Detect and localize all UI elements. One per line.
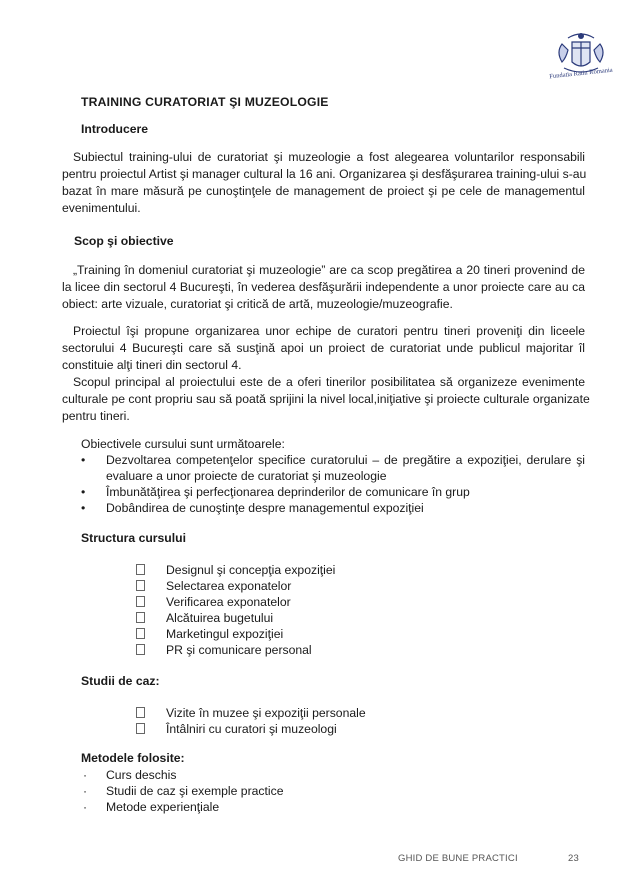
scope-p1-line-3: obiect: arte vizuale, curatoriat şi critică de artă, muzeologie/muzeografie.: [62, 297, 453, 311]
structure-list-item: [136, 610, 274, 626]
method-item: Curs deschis: [106, 768, 177, 782]
checkbox-icon: [136, 580, 145, 591]
scope-p1-line-2: la licee din sectorul 4 Bucureşti, în vederea desfăşurării independente a unor proiecte care au ca: [62, 280, 585, 294]
objectives-intro: Obiectivele cursului sunt următoarele:: [81, 437, 285, 451]
checkbox-icon: [136, 707, 145, 718]
structure-list-item: [136, 642, 312, 658]
structure-heading: Structura cursului: [81, 531, 186, 545]
case-study-item: [136, 705, 366, 721]
structure-list-item: [136, 578, 292, 594]
method-bullet: ·: [83, 800, 88, 814]
objective-bullet: •: [81, 501, 86, 515]
intro-line-2: pentru proiectul Artist şi manager cultural la 16 ani. Organizarea şi desfăşurarea training-ului s-au: [62, 167, 587, 181]
objective-item: Dezvoltarea competenţelor specifice curatorului – de pregătire a expoziţiei, derulare şi: [106, 453, 585, 467]
scope-p3-line-1: Scopul principal al proiectului este de a oferi tinerilor posibilitatea să organizeze evenimente: [73, 375, 585, 389]
scope-p2-line-2: sectorului 4 Bucureşti care să susţină apoi un proiect de curatoriat unde publicul majoritar îl: [62, 341, 585, 355]
method-bullet: ·: [83, 768, 88, 782]
page-title: TRAINING CURATORIAT ŞI MUZEOLOGIE: [81, 95, 329, 109]
objective-bullet: •: [81, 453, 86, 467]
logo-caption: Fundatia Ratiu Romania: [549, 66, 613, 81]
scope-p3-line-3: pentru tineri.: [62, 409, 130, 423]
objective-item: Dobândirea de cunoştinţe despre managementul expoziţiei: [106, 501, 424, 515]
intro-line-3: bazat în mare măsură pe cunoştinţele de management de proiect şi pe cele de managementul: [62, 184, 585, 198]
case-study-item: [136, 721, 337, 737]
structure-list-item: [136, 562, 336, 578]
checkbox-icon: [136, 628, 145, 639]
method-item: Metode experienţiale: [106, 800, 220, 814]
foundation-logo: [548, 28, 614, 84]
intro-heading: Introducere: [81, 122, 149, 136]
scope-p1-line-1: „Training în domeniul curatoriat şi muzeologie” are ca scop pregătirea a 20 tineri provenind de: [73, 263, 585, 277]
method-bullet: ·: [83, 784, 88, 798]
structure-list-item: [136, 626, 284, 642]
structure-item-label: PR şi comunicare personal: [166, 643, 312, 657]
intro-line-4: evenimentului.: [62, 201, 141, 215]
scope-p3-line-2: culturale pe cont propriu sau să poată sprijini la nivel local,iniţiative şi proiecte culturale organizate: [62, 392, 590, 406]
case-studies-heading: Studii de caz:: [81, 674, 160, 688]
case-study-label: Întâlniri cu curatori şi muzeologi: [166, 722, 337, 736]
structure-item-label: Verificarea exponatelor: [166, 595, 291, 609]
page-number: 23: [568, 853, 579, 864]
checkbox-icon: [136, 564, 145, 575]
checkbox-icon: [136, 612, 145, 623]
scope-p2-line-3: constituie alţi tineri din sectorul 4.: [62, 358, 242, 372]
scope-p2-line-1: Proiectul îşi propune organizarea unor echipe de curatori pentru tineri proveniţi din liceele: [73, 324, 585, 338]
objective-item-continuation: evaluare a unor proiecte de curatoriat şi muzeologie: [106, 469, 387, 483]
intro-line-1: Subiectul training-ului de curatoriat şi muzeologie a fost alegearea voluntarilor responsabili: [73, 150, 585, 164]
structure-item-label: Alcătuirea bugetului: [166, 611, 274, 625]
case-study-label: Vizite în muzee şi expoziţii personale: [166, 706, 366, 720]
structure-item-label: Marketingul expoziţiei: [166, 627, 284, 641]
methods-heading: Metodele folosite:: [81, 751, 185, 765]
structure-item-label: Selectarea exponatelor: [166, 579, 292, 593]
objective-item: Îmbunătăţirea şi perfecţionarea deprinderilor de comunicare în grup: [106, 485, 470, 499]
checkbox-icon: [136, 596, 145, 607]
objective-bullet: •: [81, 485, 86, 499]
scope-heading: Scop şi obiective: [74, 234, 174, 248]
structure-item-label: Designul şi concepţia expoziţiei: [166, 563, 336, 577]
method-item: Studii de caz şi exemple practice: [106, 784, 284, 798]
checkbox-icon: [136, 723, 145, 734]
structure-list-item: [136, 594, 291, 610]
footer-label: GHID DE BUNE PRACTICI: [398, 853, 518, 864]
checkbox-icon: [136, 644, 145, 655]
